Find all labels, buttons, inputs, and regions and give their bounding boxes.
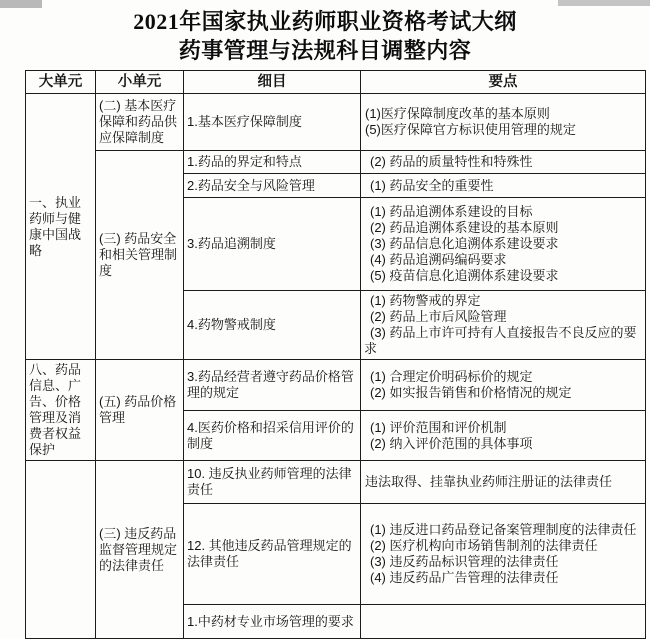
detail-cell: 1.中药材专业市场管理的要求 xyxy=(184,605,361,639)
document-title xyxy=(0,0,650,65)
table-row xyxy=(26,94,646,151)
point-line: (3) 药品上市许可持有人直接报告不良反应的要求 xyxy=(364,325,637,356)
point-line: (1) 评价范围和评价机制 xyxy=(370,419,507,435)
point-line: (2) 药品上市后风险管理 xyxy=(370,309,507,324)
table-row xyxy=(26,151,646,174)
scan-artifact-top-right xyxy=(558,0,650,6)
detail-cell: 3.药品追溯制度 xyxy=(184,198,361,291)
detail-cell: 1.药品的界定和特点 xyxy=(184,151,361,174)
detail-cell: 4.医药价格和招采信用评价的制度 xyxy=(184,411,361,461)
detail-cell: 4.药物警戒制度 xyxy=(184,291,361,360)
scan-artifact-top-left xyxy=(0,0,42,8)
point-line: (2) 药品的质量特性和特殊性 xyxy=(370,154,533,169)
header-subunit: 小单元 xyxy=(96,71,184,94)
point-line: (4) 违反药品广告管理的法律责任 xyxy=(370,570,559,585)
points-cell xyxy=(361,504,646,605)
point-line: (1)医疗保障制度改革的基本原则 xyxy=(365,106,550,121)
subunit-cell: (五) 药品价格管理 xyxy=(96,360,184,461)
point-line: (3) 违反药品标识管理的法律责任 xyxy=(370,554,559,569)
detail-cell: 3.药品经营者遵守药品价格管理的规定 xyxy=(184,360,361,411)
title-line-1: 2021年国家执业药师职业资格考试大纲 xyxy=(133,9,517,34)
points-cell xyxy=(361,94,646,151)
point-line: (1) 药品追溯体系建设的目标 xyxy=(370,204,533,219)
point-line: (2) 医疗机构向市场销售制剂的法律责任 xyxy=(370,538,598,553)
point-line: (1) 药物警戒的界定 xyxy=(370,293,481,308)
table-header-row xyxy=(26,71,646,94)
unit-cell xyxy=(26,461,96,639)
point-line: 违法取得、挂靠执业药师注册证的法律责任 xyxy=(365,474,613,489)
points-cell xyxy=(361,461,646,504)
points-cell xyxy=(361,174,646,198)
point-line: (1) 合理定价明码标价的规定 xyxy=(370,369,533,384)
point-line: (2) 纳入评价范围的具体事项 xyxy=(370,435,533,451)
table-row xyxy=(26,461,646,504)
subunit-cell: (三) 违反药品监督管理规定的法律责任 xyxy=(96,461,184,639)
points-cell xyxy=(361,151,646,174)
detail-cell: 12. 其他违反药品管理规定的法律责任 xyxy=(184,504,361,605)
points-cell xyxy=(361,605,646,639)
adjustment-table xyxy=(25,70,646,639)
subunit-cell: (三) 药品安全和相关管理制度 xyxy=(96,151,184,360)
unit-cell: 一、执业药师与健康中国战略 xyxy=(26,94,96,360)
points-cell xyxy=(361,360,646,411)
points-cell xyxy=(361,291,646,360)
detail-cell: 1.基本医疗保障制度 xyxy=(184,94,361,151)
point-line: (2) 药品追溯体系建设的基本原则 xyxy=(370,220,559,235)
points-cell xyxy=(361,198,646,291)
point-line: (1) 药品安全的重要性 xyxy=(370,177,494,193)
header-detail: 细目 xyxy=(184,71,361,94)
detail-cell: 10. 违反执业药师管理的法律责任 xyxy=(184,461,361,504)
unit-cell: 八、药品信息、广告、价格管理及消费者权益保护 xyxy=(26,360,96,461)
header-unit: 大单元 xyxy=(26,71,96,94)
point-line: (5) 疫苗信息化追溯体系建设要求 xyxy=(370,268,559,283)
point-line: (4) 药品追溯码编码要求 xyxy=(370,252,507,267)
table-row xyxy=(26,360,646,411)
header-points: 要点 xyxy=(361,71,646,94)
detail-cell: 2.药品安全与风险管理 xyxy=(184,174,361,198)
point-line: (2) 如实报告销售和价格情况的规定 xyxy=(370,385,572,400)
subunit-cell: (二) 基本医疗保障和药品供应保障制度 xyxy=(96,94,184,151)
title-line-2: 药事管理与法规科目调整内容 xyxy=(178,38,472,63)
point-line: (5)医疗保障官方标识使用管理的规定 xyxy=(365,122,576,137)
point-line: (1) 违反进口药品登记备案管理制度的法律责任 xyxy=(370,522,637,537)
point-line: (3) 药品信息化追溯体系建设要求 xyxy=(370,236,559,251)
points-cell xyxy=(361,411,646,461)
